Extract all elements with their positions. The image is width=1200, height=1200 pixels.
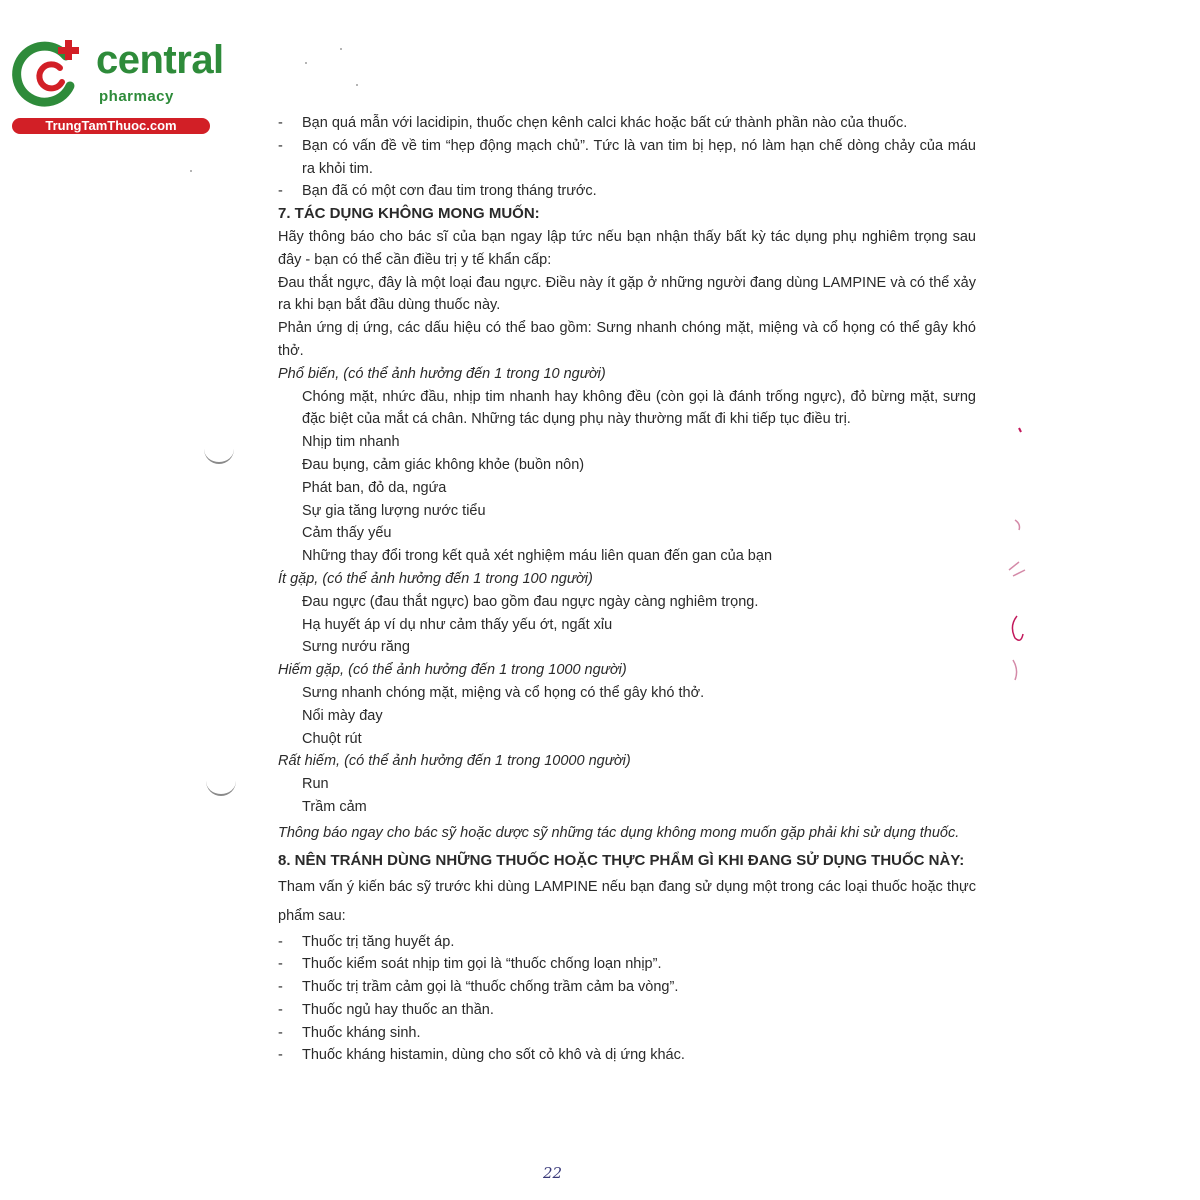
pharmacy-cross-icon <box>10 38 90 108</box>
side-effect-item: Nhịp tim nhanh <box>302 434 400 451</box>
bullet-dash: - <box>278 115 283 131</box>
contraindication-item <box>278 135 976 181</box>
logo-subtitle: pharmacy <box>99 88 174 105</box>
bullet-dash: - <box>278 956 283 973</box>
side-effect-item: Những thay đổi trong kết quả xét nghiệm máu liên quan đến gan của bạn <box>302 548 773 565</box>
bullet-dash: - <box>278 979 283 996</box>
side-effect-item: Nổi mày đay <box>302 707 383 724</box>
section-8-heading: 8. NÊN TRÁNH DÙNG NHỮNG THUỐC HOẶC THỰC PHẨM GÌ KHI ĐANG SỬ DỤNG THUỐC NÀY: <box>278 851 965 869</box>
scan-speck <box>305 62 307 64</box>
punch-hole-bottom <box>206 778 236 796</box>
contraindication-item <box>278 112 976 135</box>
side-effect-item: Trầm cảm <box>302 798 367 815</box>
frequency-uncommon-label: Ít gặp, (có thể ảnh hưởng đến 1 trong 100 người) <box>278 570 593 587</box>
bullet-dash: - <box>278 933 283 950</box>
section-7-paragraph: Đau thắt ngực, đây là một loại đau ngực. Điều này ít gặp ở những người đang dùng LAMPINE và có thể xảy ra khi bạn bắt đầu dùng thuốc này. <box>278 274 976 314</box>
interaction-item <box>278 1044 976 1067</box>
frequency-very-rare-label: Rất hiếm, (có thể ảnh hưởng đến 1 trong 10000 người) <box>278 753 631 770</box>
contraindication-item <box>278 180 976 203</box>
section-7-paragraph: Phản ứng dị ứng, các dấu hiệu có thể bao gồm: Sưng nhanh chóng mặt, miệng và cổ họng có thể gây khó thở. <box>278 320 976 359</box>
section-7-heading: 7. TÁC DỤNG KHÔNG MONG MUỐN: <box>278 205 540 223</box>
section-7-note: Thông báo ngay cho bác sỹ hoặc dược sỹ những tác dụng không mong muốn gặp phải khi sử dụng thuốc. <box>278 824 960 841</box>
bullet-text: Bạn có vấn đề về tim “hẹp động mạch chủ”. Tức là van tim bị hẹp, nó làm hạn chế dòng chảy của máu ra khỏi tim. <box>302 137 976 177</box>
bullet-dash: - <box>278 183 283 200</box>
bullet-text: Thuốc ngủ hay thuốc an thần. <box>302 1001 494 1018</box>
interaction-item <box>278 1022 976 1045</box>
page-number: 22 <box>543 1164 563 1182</box>
side-effect-item: Sưng nhanh chóng mặt, miệng và cổ họng có thể gây khó thở. <box>302 684 705 701</box>
document-body <box>278 112 976 1067</box>
side-effect-item: Sự gia tăng lượng nước tiểu <box>302 502 486 519</box>
interaction-item <box>278 931 976 954</box>
bullet-dash: - <box>278 1047 283 1064</box>
scan-speck <box>356 84 358 86</box>
side-effect-item: Cảm thấy yếu <box>302 525 392 542</box>
side-effect-item: Phát ban, đỏ da, ngứa <box>302 479 447 496</box>
bullet-text: Bạn quá mẫn với lacidipin, thuốc chẹn kênh calci khác hoặc bất cứ thành phần nào của thuốc. <box>302 115 908 131</box>
scan-speck <box>340 48 342 50</box>
side-effect-item: Đau bụng, cảm giác không khỏe (buồn nôn) <box>302 456 585 473</box>
side-effect-item: Đau ngực (đau thắt ngực) bao gồm đau ngực ngày càng nghiêm trọng. <box>302 593 759 610</box>
bullet-text: Thuốc trị tăng huyết áp. <box>302 933 455 950</box>
side-effect-item: Chuột rút <box>302 730 362 747</box>
section-8-paragraph: Tham vấn ý kiến bác sỹ trước khi dùng LAMPINE nếu bạn đang sử dụng một trong các loại thuốc hoặc thực phẩm sau: <box>278 878 976 924</box>
side-effect-item: Run <box>302 776 329 793</box>
side-effect-item: Sưng nướu răng <box>302 639 410 656</box>
side-effect-item: Hạ huyết áp ví dụ như cảm thấy yếu ớt, ngất xỉu <box>302 616 613 633</box>
stamp-edge-mark <box>1005 420 1045 720</box>
punch-hole-top <box>204 446 234 464</box>
bullet-dash: - <box>278 137 283 154</box>
bullet-text: Thuốc kiểm soát nhịp tim gọi là “thuốc chống loạn nhịp”. <box>302 956 662 973</box>
logo-name: central <box>96 38 224 82</box>
frequency-rare-label: Hiếm gặp, (có thể ảnh hưởng đến 1 trong 1000 người) <box>278 662 627 679</box>
bullet-text: Thuốc kháng sinh. <box>302 1024 421 1041</box>
bullet-dash: - <box>278 1024 283 1041</box>
bullet-text: Thuốc trị trầm cảm gọi là “thuốc chống trầm cảm ba vòng”. <box>302 979 679 996</box>
interaction-item <box>278 999 976 1022</box>
central-pharmacy-logo[interactable] <box>10 38 224 138</box>
frequency-common-label: Phổ biến, (có thể ảnh hưởng đến 1 trong 10 người) <box>278 365 606 382</box>
interaction-item <box>278 953 976 976</box>
scan-speck <box>190 170 192 172</box>
section-7-paragraph: Hãy thông báo cho bác sĩ của bạn ngay lập tức nếu bạn nhận thấy bất kỳ tác dụng phụ nghiêm trọng sau đây - bạn có thể cần điều trị y tế khẩn cấp: <box>278 228 976 268</box>
bullet-text: Bạn đã có một cơn đau tim trong tháng trước. <box>302 183 597 200</box>
bullet-dash: - <box>278 1001 283 1018</box>
bullet-text: Thuốc kháng histamin, dùng cho sốt cỏ khô và dị ứng khác. <box>302 1047 685 1064</box>
interaction-item <box>278 976 976 999</box>
side-effect-item: Chóng mặt, nhức đầu, nhịp tim nhanh hay không đều (còn gọi là đánh trống ngực), đỏ bừng mặt, sưng đặc biệt của mắt cá chân. Những tác dụng phụ này thường mất đi khi tiếp tục điều trị. <box>302 388 976 428</box>
logo-banner[interactable]: TrungTamThuoc.com <box>12 118 210 134</box>
